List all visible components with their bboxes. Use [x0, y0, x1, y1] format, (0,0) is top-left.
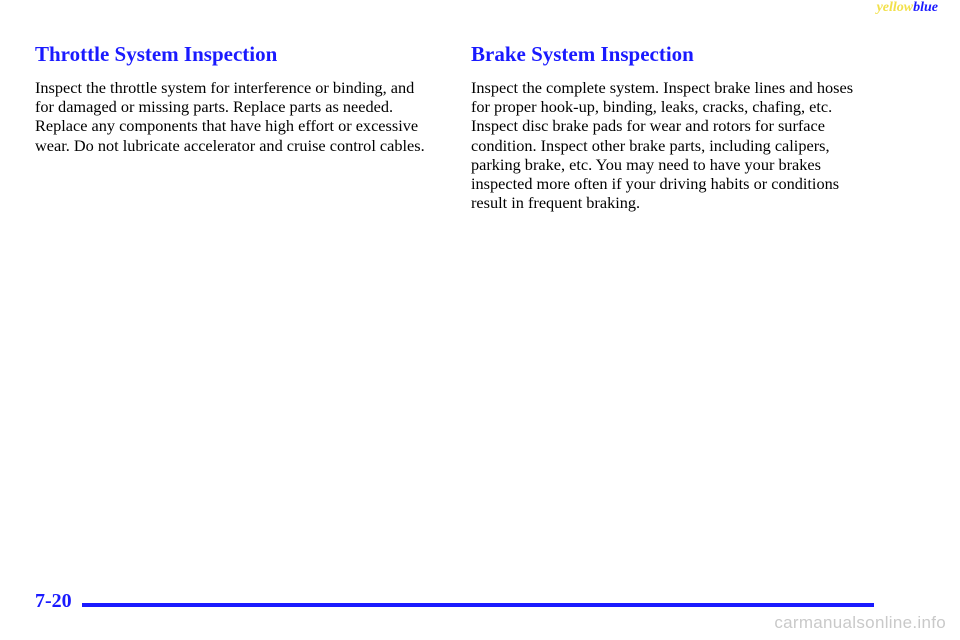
brake-section-heading: Brake System Inspection: [471, 42, 694, 66]
brake-section: [471, 40, 871, 212]
throttle-section: [35, 40, 435, 155]
site-watermark: carmanualsonline.info: [774, 613, 946, 632]
throttle-section-heading: Throttle System Inspection: [35, 42, 278, 66]
corner-mark-blue: blue: [913, 0, 938, 15]
throttle-section-body: Inspect the throttle system for interference or binding, and for damaged or missing parts. Replace parts as needed. Replace any components that have high effort or excessive wear. Do not lubricate accelerator and cruise control cables.: [35, 78, 425, 155]
corner-color-mark: [877, 0, 938, 16]
corner-mark-yellow: yellow: [876, 0, 914, 15]
page-number: 7-20: [35, 590, 72, 612]
footer-rule: [82, 603, 874, 607]
brake-section-body: Inspect the complete system. Inspect brake lines and hoses for proper hook-up, binding, leaks, cracks, chafing, etc. Inspect disc brake pads for wear and rotors for surface condition. Inspect other brake parts, including calipers, parking brake, etc. You may need to have your brakes inspected more often if your driving habits or conditions result in frequent braking.: [471, 78, 854, 213]
